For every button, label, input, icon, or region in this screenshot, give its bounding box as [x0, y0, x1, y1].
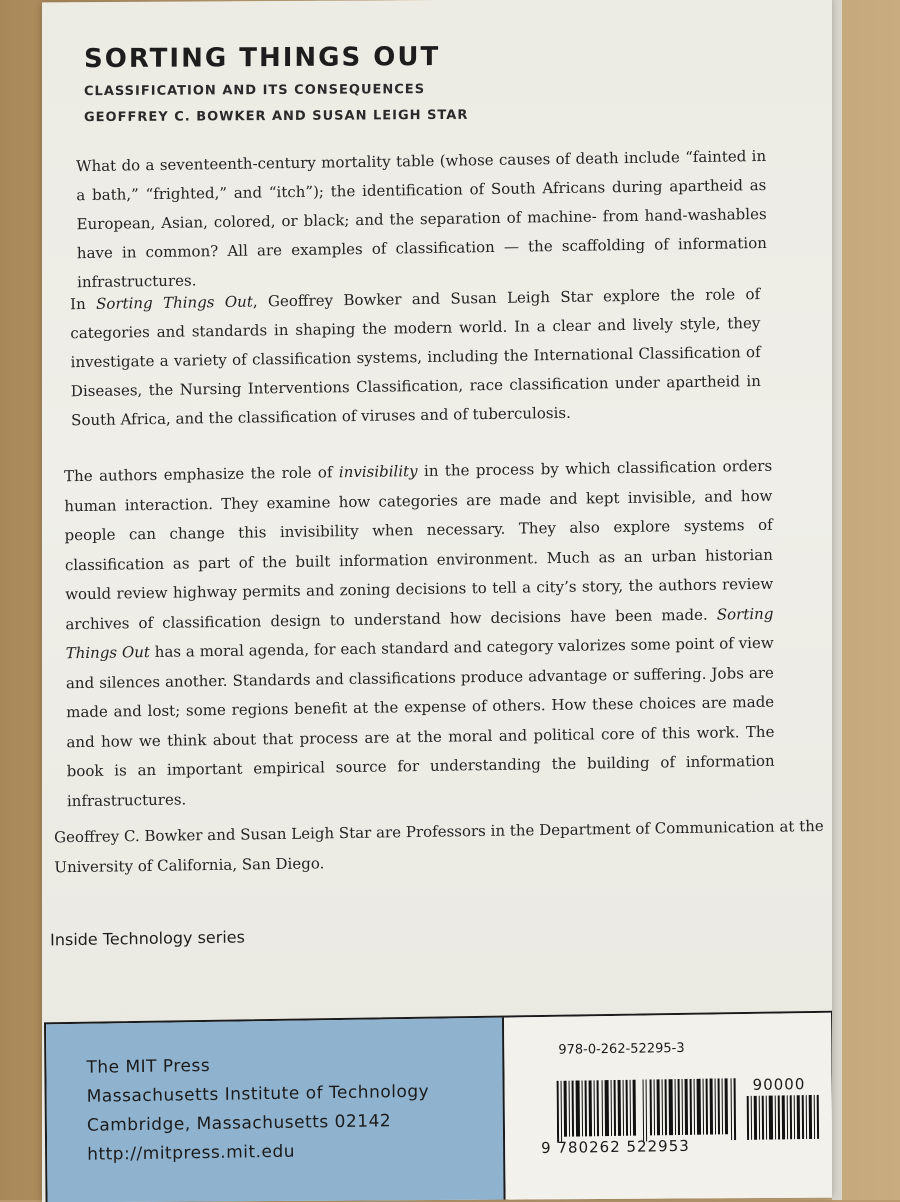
- blurb-p3-part-b: in the process by which classification orders human interaction. They examine how categories are made and kept invisible, and how people can change this invisibility when necessary. They also explore systems of classification as part of the built information environment. Much as an urban historian would review highway permits and zoning decisions to tell a city’s story, the authors review archives of classification design to understand how decisions have been made.: [64, 456, 774, 633]
- barcode-box: [504, 1013, 832, 1202]
- series-name: Inside Technology series: [50, 927, 245, 950]
- page-edge: [832, 0, 842, 1200]
- blurb-paragraph-1: What do a seventeenth-century mortality table (whose causes of death include “fainted in a bath,” “frighted,” and “itch”); the identification of South Africans during apartheid as European, Asian, colored, or black; and the separation of machine- from hand-washables have in common? All are examples of classification — the scaffolding of information infrastructures.: [76, 146, 767, 292]
- author-bio: Geoffrey C. Bowker and Susan Leigh Star are Professors in the Department of Communication at the University of California, San Diego.: [54, 816, 824, 877]
- isbn-addon-digits: 90000: [752, 1075, 806, 1094]
- book-authors: GEOFFREY C. BOWKER AND SUSAN LEIGH STAR: [84, 107, 469, 126]
- book-title: SORTING THINGS OUT: [84, 41, 441, 75]
- isbn-hyphenated: 978-0-262-52295-3: [558, 1040, 685, 1058]
- blurb-p2-rest: , Geoffrey Bowker and Susan Leigh Star explore the role of categories and standards in shaping the modern world. In a clear and lively style, they investigate a variety of classification systems, including the International Classification of Diseases, the Nursing Interventions Classification, race classification under apartheid in South Africa, and the classification of viruses and of tuberculosis.: [70, 285, 761, 430]
- publisher-url: http://mitpress.mit.edu: [87, 1141, 296, 1165]
- blurb-p2-start: In: [70, 294, 97, 314]
- book-subtitle: CLASSIFICATION AND ITS CONSEQUENCES: [84, 82, 426, 100]
- publisher-box: [46, 1018, 506, 1202]
- isbn-barcode-digits: 9 780262 522953: [541, 1136, 690, 1158]
- blurb-p3-italic-invisibility: invisibility: [338, 462, 418, 482]
- blurb-paragraph-2: [70, 280, 761, 435]
- footer-panel: [44, 1011, 832, 1202]
- blurb-p3-part-a: The authors emphasize the role of: [64, 463, 339, 486]
- publisher-city: Cambridge, Massachusetts 02142: [86, 1111, 392, 1136]
- blurb-p3-part-c: has a moral agenda, for each standard and category valorizes some point of view and silences another. Standards and classifications produce advantage or suffering. Jobs are made and lost; some regions benefit at the expense of others. How these choices are made and how we think about that process are at the moral and political core of this work. The book is an important empirical source for understanding the building of information infrastructures.: [65, 633, 775, 810]
- isbn-barcode-image: [557, 1078, 738, 1143]
- blurb-p3-italic-title: Sorting Things Out: [65, 604, 774, 663]
- publisher-name: The MIT Press: [86, 1055, 211, 1078]
- blurb-p2-title: Sorting Things Out: [96, 292, 253, 313]
- book-back-cover: [42, 0, 832, 1202]
- publisher-institute: Massachusetts Institute of Technology: [86, 1081, 430, 1107]
- blurb-paragraph-3: [64, 452, 775, 816]
